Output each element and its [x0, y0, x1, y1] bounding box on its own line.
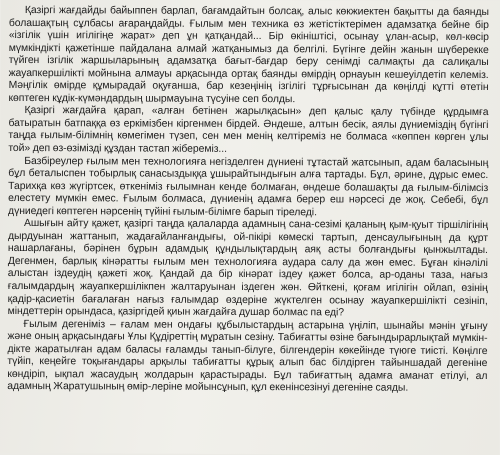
paragraph-5: Ғылым дегеніміз – ғалам мен ондағы құбылыстардың астарына үңіліп, шынайы мәнін ұғыну және оның арқасындағы Ұлы Құдіреттің мұратын сезіну. Табиғатты өзіне бағындырарлықтай мүмкін-дікте жаратылған адам баласы ғаламды танып-білуге, білгендерін көкейінде түюге тиісті. Көңілге түйіп, кеңейге тоқығандары арқылы табиғатты құрық алып бас білдірген тайыншадай дегеніне көндіріп, ықпал жасаудың жолдарын қарастырады. Бұл табиғаттың адамға аманат етілуі, ал адамның Жаратушының өмір-леріне мойынсұнып, құл екенінсезінуі дегеніне саяды. [7, 318, 488, 395]
paragraph-4: Ашығын айту қажет, қазіргі таңда қалаларда адамның сана-сезімі қаланың қым-қуыт тіршілігінің дырдуынан жаттанып, жадағайланғандығы, ой-пікірі көмескі тартып, денсаулығының да құрт нашарлағаны, бәрінен бұрын адамдық құндылықтардың аяқ асты болғандығы қынжылтады. Дегенмен, барлық кінәратты ғылым мен технологияға аудара салу да жөн емес. Бұған кінәлілі алыстан іздеудің қажеті жоқ. Қандай да бір кінәрат іздеу қажет болса, ар-оданы таза, нағыз ғалымдардың жауапкершілікпен жалтаруынан іздеген жөн. Өйткені, қоғам игілігін ойлап, өзінің қадір-қасиетін бағалаған нағыз ғалымдар өздеріне жүктелген осынау жауапкершілікті сезініп, міндеттерін орындаса, қазіргідей қиын жағдайға душар болмас па еді? [7, 218, 489, 319]
paragraph-1: Қазіргі жағдайды байыппен барлап, бағамдайтын болсақ, алыс көкжиектен бақытты да баянды болашақтың сұлбасы ағараңдайды. Ғылым мен техника өз жетістіктерімен адамзатқа бейне бір «ізгілік үшін игілігіңе жарат» деп ұн қатқандай... Бір өкініштісі, осынау ұлан-асыр, көл-көсір мүмкіндікті қажетінше пайдалана алмай жатқанымыз да белгілі. Бүгінге дейін жанын шүберекке түйген ізгілік жаршыларының адамзатқа бағыт-бағдар беру сенімді салмақты да салиқалы жауапкершілікті мойнына алмауы арқасында ортақ баянды өмірдің орнауын кешеуілдетіп келеміз. Мәңгілік өмірде құмырадай оқуғанша, бар кезеңінің ізгілігі тұрғысынан да көңілді кұтті өтетін көптеген кұдік-күмәндардың шырмауына түсуіне сеп болды. [8, 5, 489, 106]
paragraph-3: Базбіреулер ғылым мен технологияға негізделген дүниені тұтастай жатсынып, адам баласының бұл беталыспен тобырлық санасыздыққа ұшырайтындығын алға тартады. Бұл, әрине, дұрыс емес. Тарихқа көз жүгіртсек, өткеніміз ғылымнан кенде болмаған, өндеше болашақты да ғылым-білімсіз елестету мүмкін емес. Ғылым болмаса, дүниенің адамға берер еш нәрсесі де жоқ. Себебі, бұл дүниедегі көптеген нәрсенің түйіні ғылым-білімге барып тіреледі. [8, 155, 489, 219]
document-body [7, 5, 489, 396]
paragraph-2: Қазіргі жағдайға қарап, «алған бетінен жарылқасын» деп қалыс қалу түбінде құрдымға батыратын батпаққа өз еркімізбен кіргенмен бірдей. Әндеше, алтын бесік, аялы дүниеміздің бүгінгі таңда ғылым-білімнің көмегімен түзеп, сен мен менің келтіреміз не болмаса «көппен көрген ұлы той» деп өз-өзімізді құздан тастап жібереміз... [8, 105, 489, 155]
